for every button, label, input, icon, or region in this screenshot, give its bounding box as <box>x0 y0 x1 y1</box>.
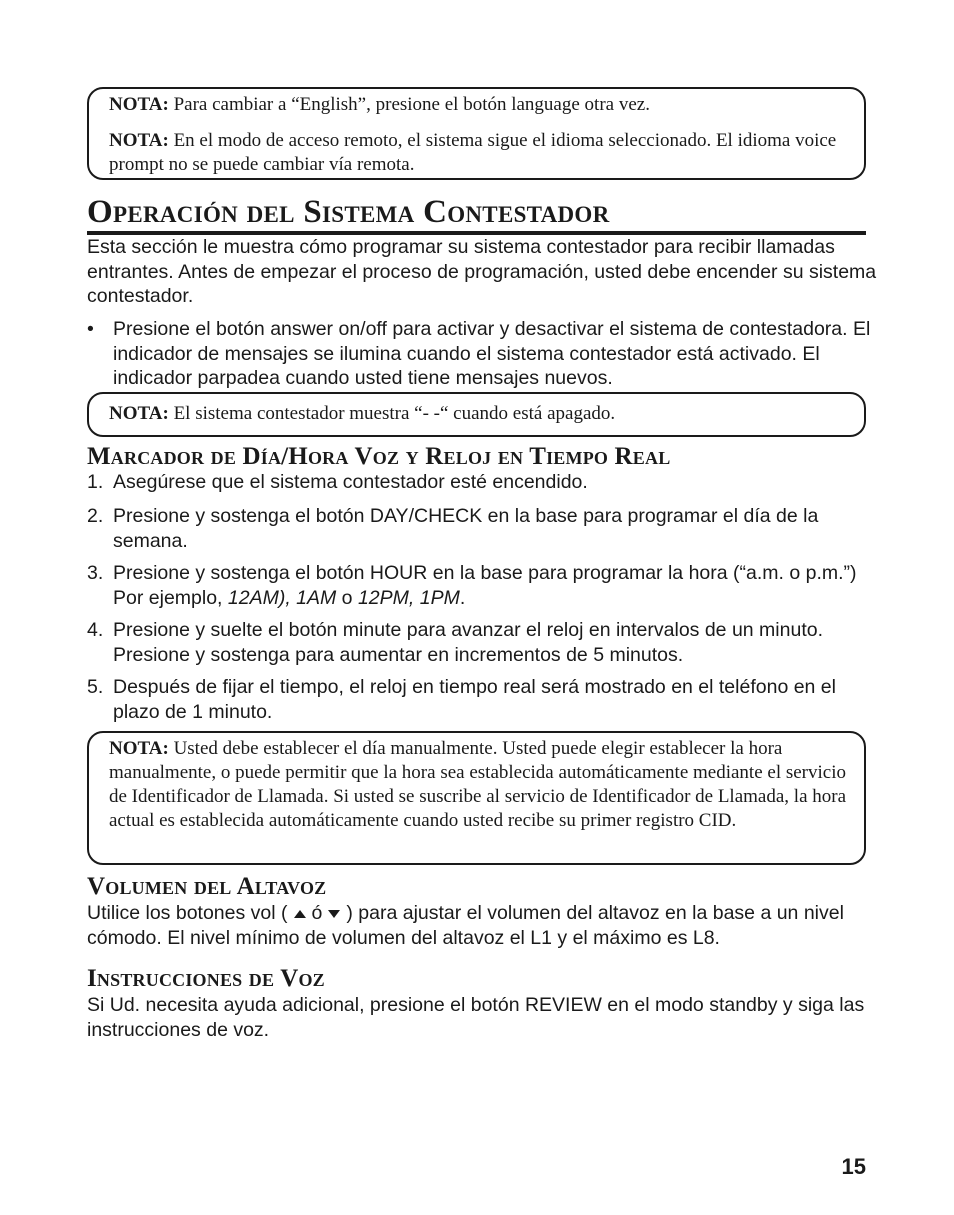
volume-text-part: Utilice los botones vol ( <box>87 902 288 924</box>
step-number: 1. <box>87 471 104 493</box>
step-item <box>87 618 877 667</box>
section-title-answering-system: Operación del Sistema Contestador <box>87 193 866 235</box>
step-text <box>113 561 877 610</box>
note-text: El sistema contestador muestra “- -“ cuando está apagado. <box>168 403 616 424</box>
note-label: NOTA: <box>109 130 169 151</box>
note-off-display <box>109 402 850 426</box>
step-item <box>87 470 877 495</box>
step-text-part: o <box>336 586 358 609</box>
note-caller-id <box>109 737 850 833</box>
step-text-part: . <box>459 586 466 609</box>
step-text: Presione y suelte el botón minute para avanzar el reloj en intervalos de un minuto. Presione y sostenga para aumentar en incrementos de 5 minutos. <box>113 619 823 666</box>
step-number: 2. <box>87 505 104 527</box>
section-voice-text: Si Ud. necesita ayuda adicional, presione el botón REVIEW en el modo standby y siga las instrucciones de voz. <box>87 994 865 1041</box>
step-item <box>87 675 877 724</box>
section-title-speaker-volume: Volumen del Altavoz <box>87 873 327 900</box>
note-label: NOTA: <box>109 94 169 115</box>
page-number: 15 <box>841 1154 866 1179</box>
note-box-off-display <box>87 392 866 437</box>
note-language <box>109 93 850 117</box>
example-times-pm: 12PM, 1PM <box>357 586 460 609</box>
section-title-day-time: Marcador de Día/Hora Voz y Reloj en Tiempo Real <box>87 443 671 470</box>
triangle-down-icon <box>328 910 340 918</box>
step-number: 5. <box>87 676 104 698</box>
note-label: NOTA: <box>109 403 169 424</box>
step-number: 4. <box>87 619 104 641</box>
section-title-voice-instructions: Instrucciones de Voz <box>87 965 325 992</box>
step-text: Asegúrese que el sistema contestador esté encendido. <box>113 471 588 493</box>
step-item <box>87 504 877 553</box>
example-times-am: 12AM), 1AM <box>227 586 337 609</box>
step-text: Después de fijar el tiempo, el reloj en tiempo real será mostrado en el teléfono en el plazo de 1 minuto. <box>113 676 836 723</box>
note-text: Usted debe establecer el día manualmente. Usted puede elegir establecer la hora manualmente, o puede permitir que la hora sea establecida automáticamente mediante el servicio de Identificador de Llamada. Si usted se suscribe al servicio de Identificador de Llamada, la hora actual es establecida automáticamente cuando usted recibe su primer registro CID. <box>109 738 847 831</box>
step-text: Presione y sostenga el botón DAY/CHECK en la base para programar el día de la semana. <box>113 505 819 552</box>
triangle-up-icon <box>294 910 306 918</box>
step-number: 3. <box>87 562 104 584</box>
note-remote-access <box>109 129 850 177</box>
bullet-item <box>87 317 877 391</box>
step-item <box>87 561 877 610</box>
note-box-caller-id <box>87 731 866 865</box>
bullet-text: Presione el botón answer on/off para activar y desactivar el sistema de contestadora. El indicador de mensajes se ilumina cuando el sistema contestador está activado. El indicador parpadea cuando usted tiene mensajes nuevos. <box>113 318 871 389</box>
step-text-part: Presione y sostenga el botón HOUR en la base para programar la hora (“a.m. o p.m.”) Por ejemplo, <box>113 562 857 609</box>
bullet-symbol: • <box>87 318 94 340</box>
note-label: NOTA: <box>109 738 169 759</box>
volume-text-part: ) para ajustar el volumen del altavoz en la base a un nivel cómodo. El nivel mínimo de volumen del altavoz el L1 y el máximo es L8. <box>87 902 844 949</box>
note-box-language <box>87 87 866 180</box>
volume-text-or: ó <box>311 902 323 924</box>
section-intro: Esta sección le muestra cómo programar su sistema contestador para recibir llamadas entrantes. Antes de empezar el proceso de programación, usted debe encender su sistema contestador. <box>87 236 877 307</box>
section-volume-text <box>87 901 877 950</box>
note-text: En el modo de acceso remoto, el sistema sigue el idioma seleccionado. El idioma voice prompt no se puede cambiar vía remota. <box>109 130 837 175</box>
note-text: Para cambiar a “English”, presione el botón language otra vez. <box>168 94 650 115</box>
